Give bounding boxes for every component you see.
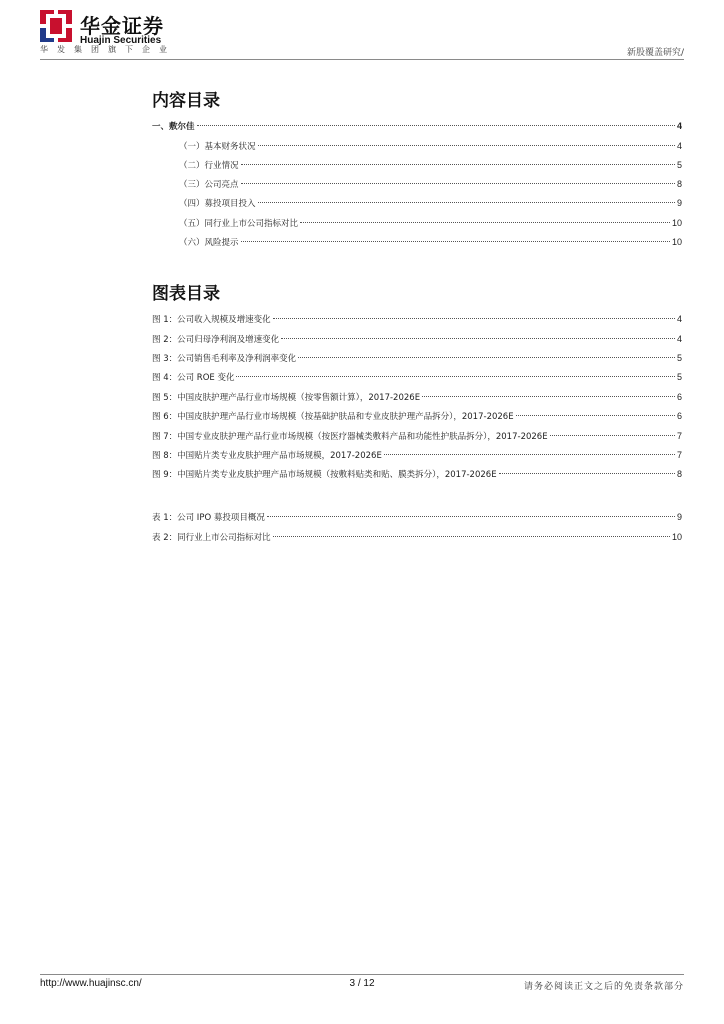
table-entry-label: 表 2：同行业上市公司指标对比: [152, 533, 271, 543]
toc-leader: [236, 376, 675, 377]
toc-entry-page: 4: [676, 141, 682, 151]
toc-entry-page: 5: [676, 160, 682, 170]
toc-leader: [241, 183, 675, 184]
toc-leader: [273, 318, 675, 319]
table-entry-page: 9: [676, 512, 682, 522]
toc-leader: [281, 338, 675, 339]
toc-leader: [422, 396, 675, 397]
toc-leader: [241, 164, 675, 165]
toc-leader: [550, 435, 675, 436]
toc-entry-page: 10: [671, 218, 682, 228]
logo-chinese-name: 华金证券: [80, 14, 164, 38]
toc-entry-label: （一）基本财务状况: [179, 142, 256, 152]
company-slogan: 华发集团旗下企业: [40, 45, 176, 54]
toc-entry-label: （三）公司亮点: [179, 180, 239, 190]
toc-leader: [241, 241, 670, 242]
figure-entry-label: 图 9：中国贴片类专业皮肤护理产品市场规模（按敷料贴类和贴、膜类拆分），2017-2026E: [152, 470, 497, 480]
figure-entry-page: 6: [676, 392, 682, 402]
figure-entry-label: 图 7：中国专业皮肤护理产品行业市场规模（按医疗器械类敷料产品和功能性护肤品拆分），2017-2026E: [152, 432, 548, 442]
toc-entry[interactable]: [179, 235, 682, 249]
table-entry-label: 表 1：公司 IPO 募投项目概况: [152, 513, 265, 523]
report-type: 新股覆盖研究/: [626, 48, 684, 58]
huajin-logo-icon: [40, 10, 74, 44]
toc-entry-page: 9: [676, 198, 682, 208]
figure-entry-label: 图 2：公司归母净利润及增速变化: [152, 335, 280, 345]
figure-entry-label: 图 6：中国皮肤护理产品行业市场规模（按基础护肤品和专业皮肤护理产品拆分），2017-2026E: [152, 412, 514, 422]
toc-leader: [273, 536, 670, 537]
footer-disclaimer: 请务必阅读正文之后的免责条款部分: [523, 982, 684, 992]
figure-entry[interactable]: [152, 448, 682, 462]
figures-title: 图表目录: [152, 284, 220, 304]
figure-entry-page: 6: [676, 411, 682, 421]
figure-entry-label: 图 8：中国贴片类专业皮肤护理产品市场规模，2017-2026E: [152, 451, 382, 461]
toc-entry-label: （五）同行业上市公司指标对比: [179, 219, 299, 229]
header-divider: [40, 59, 684, 60]
toc-entry-page: 8: [676, 179, 682, 189]
toc-entry[interactable]: [179, 158, 682, 172]
figure-entry-label: 图 5：中国皮肤护理产品行业市场规模（按零售额计算），2017-2026E: [152, 393, 421, 403]
toc-leader: [258, 202, 675, 203]
figure-entry[interactable]: [152, 429, 682, 443]
toc-entry-page: 10: [671, 237, 682, 247]
figure-entry[interactable]: [152, 351, 682, 365]
table-entry-page: 10: [671, 532, 682, 542]
toc-entry-label: （六）风险提示: [179, 238, 239, 248]
figure-entry[interactable]: [152, 390, 682, 404]
toc-entry-label: （二）行业情况: [179, 161, 239, 171]
figure-entry[interactable]: [152, 370, 682, 384]
toc-entry[interactable]: [179, 177, 682, 191]
toc-leader: [516, 415, 675, 416]
toc-entry[interactable]: [179, 196, 682, 210]
toc-leader: [197, 125, 675, 126]
table-entry[interactable]: [152, 510, 682, 524]
figure-entry-label: 图 3：公司销售毛利率及净利润率变化: [152, 354, 297, 364]
toc-leader: [298, 357, 675, 358]
toc-leader: [258, 145, 675, 146]
figure-entry[interactable]: [152, 312, 682, 326]
toc-entry[interactable]: [179, 139, 682, 153]
figure-entry-label: 图 1：公司收入规模及增速变化: [152, 315, 271, 325]
contents-title: 内容目录: [152, 91, 220, 111]
toc-leader: [300, 222, 670, 223]
figure-entry-page: 4: [676, 314, 682, 324]
figure-entry-page: 5: [676, 353, 682, 363]
logo-english-name: Huajin Securities: [80, 35, 162, 46]
toc-entry-label: （四）募投项目投入: [179, 199, 256, 209]
toc-leader: [267, 516, 675, 517]
figure-entry-page: 7: [676, 450, 682, 460]
figure-entry-label: 图 4：公司 ROE 变化: [152, 373, 235, 383]
figure-entry-page: 8: [676, 469, 682, 479]
toc-leader: [384, 454, 675, 455]
figure-entry[interactable]: [152, 332, 682, 346]
figure-entry-page: 4: [676, 334, 682, 344]
page-number: 3 / 12: [349, 978, 375, 989]
toc-entry-label: 一、敷尔佳: [152, 122, 195, 132]
footer-url-link[interactable]: http://www.huajinsc.cn/: [40, 978, 142, 989]
toc-leader: [499, 473, 675, 474]
toc-entry[interactable]: [152, 119, 682, 133]
table-entry[interactable]: [152, 530, 682, 544]
figure-entry[interactable]: [152, 409, 682, 423]
footer-divider: [40, 974, 684, 975]
toc-entry[interactable]: [179, 216, 682, 230]
toc-entry-page: 4: [676, 121, 682, 131]
figure-entry-page: 7: [676, 431, 682, 441]
figure-entry[interactable]: [152, 467, 682, 481]
figure-entry-page: 5: [676, 372, 682, 382]
